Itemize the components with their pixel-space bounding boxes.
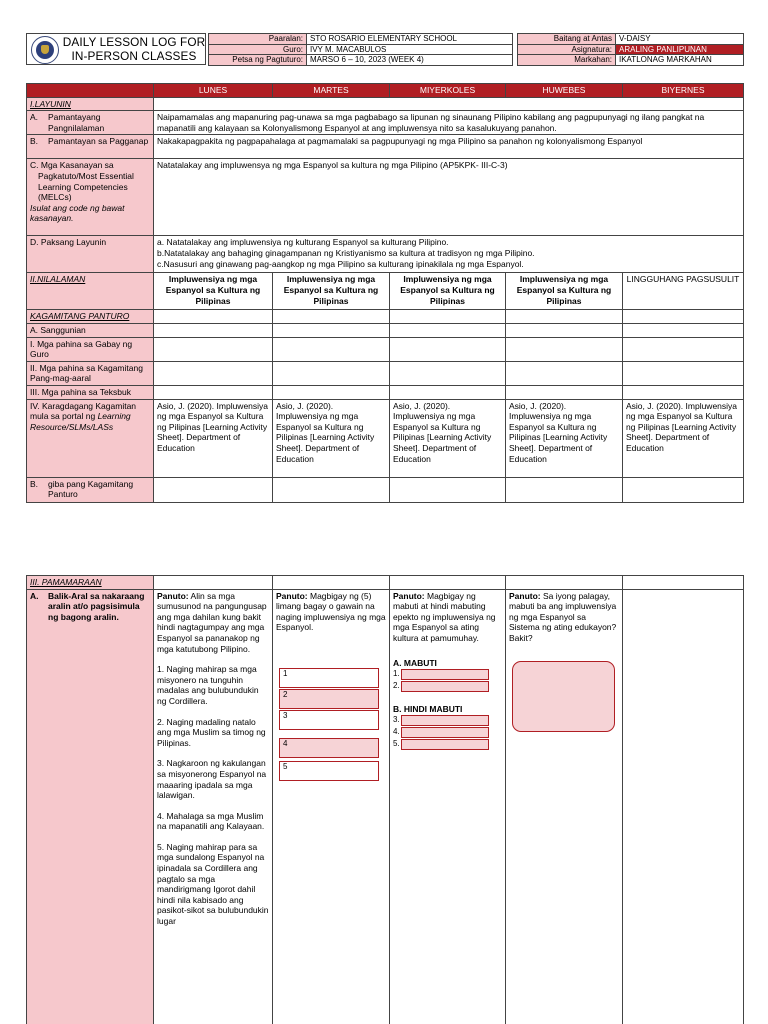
line-number: 1. (393, 668, 400, 678)
page-title (61, 36, 207, 63)
empty-cell (154, 361, 273, 385)
ref-huwebes: Asio, J. (2020). Impluwensiya ng mga Espanyol sa Kultura ng Pilipinas [Learning Activity Sheet]. Department of Education (506, 399, 623, 477)
ref-martes: Asio, J. (2020). Impluwensiya ng mga Espanyol sa Kultura ng Pilipinas [Learning Activity Sheet]. Department of Education (273, 399, 390, 477)
paksang-layunin-b: b.Natatalakay ang bahaging ginagampanan ng Kristiyanismo sa kultura at tradisyon ng mga Pilipino. (157, 247, 535, 258)
empty-cell (506, 337, 623, 361)
empty-cell (154, 337, 273, 361)
instruction-text: Magbigay ng (5) limang bagay o gawain na naging impluwensiya ng mga Espanyol. (276, 590, 386, 633)
hindi-line-4 (393, 727, 502, 739)
lunes-item-2: 2. Naging madaling natalo ang mga Muslim sa timog ng Pilipinas. (157, 716, 266, 748)
text-paksang-layunin (154, 236, 744, 273)
label-karagdagang-kagamitan (27, 399, 154, 477)
label-text: C. Mga Kasanayan sa Pagkatuto/Most Essential Learning Competencies (MELCs) (30, 160, 134, 203)
day-header-biyernes: BIYERNES (623, 84, 744, 98)
section-layunin: I.LAYUNIN (27, 97, 154, 111)
label-text: IV. Karagdagang Kagamitan mula sa portal ng (30, 400, 137, 422)
line-number: 2. (393, 680, 400, 690)
activity-biyernes (623, 589, 744, 1024)
ref-lunes: Asio, J. (2020). Impluwensiya ng mga Espanyol sa Kultura ng Pilipinas [Learning Activity Sheet]. Department of Education (154, 399, 273, 477)
paksang-layunin-c: c.Nasusuri ang ginawang pag-aangkop ng mga Pilipino sa kulturang ipinakilala ng mga Espanyol. (157, 258, 524, 269)
day-header-miyerkoles: MIYERKOLES (390, 84, 506, 98)
mabuti-line-1 (393, 668, 502, 680)
answer-box-3[interactable]: 3 (279, 710, 379, 730)
empty-cell (623, 477, 744, 502)
empty-cell (390, 310, 506, 324)
hindi-line-3 (393, 715, 502, 727)
nilalaman-miyerkoles: Impluwensiya ng mga Espanyol sa Kultura ng Pilipinas (390, 273, 506, 310)
activity-miyerkoles (390, 589, 506, 1024)
label-balik-aral (27, 589, 154, 1024)
empty-cell (390, 323, 506, 337)
deped-seal-icon (31, 36, 59, 64)
empty-cell (273, 576, 390, 590)
answer-field[interactable] (401, 727, 489, 738)
answer-box-5[interactable]: 5 (279, 761, 379, 781)
section-layunin-spacer (154, 97, 744, 111)
day-header-martes: MARTES (273, 84, 390, 98)
activity-huwebes (506, 589, 623, 1024)
empty-cell (506, 576, 623, 590)
mabuti-line-2 (393, 680, 502, 692)
paksang-layunin-a: a. Natatalakay ang impluwensiya ng kulturang Espanyol sa kulturang Pilipino. (157, 237, 449, 248)
nilalaman-huwebes: Impluwensiya ng mga Espanyol sa Kultura ng Pilipinas (506, 273, 623, 310)
empty-cell (390, 337, 506, 361)
header-title-box (26, 33, 206, 65)
empty-cell (623, 310, 744, 324)
day-header-huwebes: HUWEBES (506, 84, 623, 98)
lunes-item-1: 1. Naging mahirap sa mga misyonero na tunguhin madalas ang bulubundukin ng Cordillera. (157, 664, 259, 706)
ref-miyerkoles: Asio, J. (2020). Impluwensiya ng mga Espanyol sa Kultura ng Pilipinas [Learning Activity Sheet]. Department of Education (390, 399, 506, 477)
title-line-2: IN-PERSON CLASSES (71, 48, 197, 63)
markahan-value: IKATLONAG MARKAHAN (616, 55, 744, 66)
panuto-label: Panuto: (393, 590, 425, 601)
empty-cell (273, 310, 390, 324)
martes-instruction (276, 591, 386, 633)
nilalaman-lunes: Impluwensiya ng mga Espanyol sa Kultura ng Pilipinas (154, 273, 273, 310)
paaralan-value: STO ROSARIO ELEMENTARY SCHOOL (307, 34, 513, 45)
baitang-value: V-DAISY (616, 34, 744, 45)
label-iba-pang-kagamitan (27, 477, 154, 502)
label-text: Balik-Aral sa nakaraang aralin at/o pagsisimula ng bagong aralin. (48, 590, 145, 622)
baitang-label: Baitang at Antas (518, 34, 616, 45)
label-text: Pamantayan sa Pagganap (48, 136, 149, 147)
lunes-instruction (157, 591, 269, 655)
empty-cell (506, 385, 623, 399)
hindi-mabuti-heading: B. HINDI MABUTI (393, 704, 463, 715)
label-kagamitang-pang-mag-aaral: II. Mga pahina sa Kagamitang Pang-mag-aaral (27, 361, 154, 385)
empty-cell (506, 477, 623, 502)
lunes-item-5: 5. Naging mahirap para sa mga sundalong Espanyol na ipinadala sa Cordillera ang pagtalo sa mga mandirigmang Igorot dahil hindi nila kabisado ang pasikot-sikot sa bulubundukin lugar (157, 841, 269, 927)
empty-cell (273, 477, 390, 502)
answer-field[interactable] (401, 669, 489, 680)
guro-label: Guro: (209, 44, 307, 55)
lesson-log-table (26, 83, 744, 503)
empty-cell (273, 323, 390, 337)
label-text-italic: Learning Resource/SLMs/LASs (30, 411, 131, 432)
empty-cell (623, 385, 744, 399)
guro-value: IVY M. MACABULOS (307, 44, 513, 55)
line-number: 4. (393, 727, 400, 737)
empty-cell (273, 337, 390, 361)
instruction-text: Magbigay ng mabuti at hindi mabuting epekto ng impluwensiya ng mga Espanyol sa ating kultura at pamumuhay. (393, 590, 496, 643)
empty-cell (273, 361, 390, 385)
answer-field[interactable] (401, 715, 489, 726)
huwebes-instruction (509, 591, 619, 644)
header-info-middle (208, 33, 513, 66)
empty-cell (623, 361, 744, 385)
empty-cell (390, 361, 506, 385)
empty-cell (506, 310, 623, 324)
line-number: 3. (393, 715, 400, 725)
pamamaraan-table (26, 575, 744, 1024)
lunes-item-3: 3. Nagkaroon ng kakulangan sa misyonerong Espanyol na maaaring ipadala sa mga lalawigan. (157, 758, 267, 801)
empty-cell (506, 323, 623, 337)
section-kagamitang-panturo: KAGAMITANG PANTURO (27, 310, 154, 324)
section-pamamaraan: III. PAMAMARAAN (27, 576, 154, 590)
empty-cell (390, 576, 506, 590)
letter-a: A. (30, 112, 39, 123)
text-pamantayan-sa-pagganap: Nakakapagpakita ng pagpapahalaga at pagmamalaki sa pagpupunyagi ng mga Pilipino sa panahon ng kolonyalismong Espanyol (154, 135, 744, 159)
panuto-label: Panuto: (509, 590, 541, 601)
empty-cell (154, 477, 273, 502)
petsa-value: MARSO 6 – 10, 2023 (WEEK 4) (307, 55, 513, 66)
label-text: Pamantayang Pangnilalaman (48, 112, 105, 133)
markahan-label: Markahan: (518, 55, 616, 66)
label-sanggunian: A. Sanggunian (27, 323, 154, 337)
paaralan-label: Paaralan: (209, 34, 307, 45)
lunes-item-4: 4. Mahalaga sa mga Muslim na mapanatili ang Kalayaan. (157, 810, 265, 832)
instruction-text: Sa iyong palagay, mabuti ba ang impluwensiya ng mga Espanyol sa Sistema ng ating edukayon? Bakit? (509, 590, 617, 643)
empty-cell (623, 323, 744, 337)
empty-cell (390, 477, 506, 502)
header-info-right (517, 33, 744, 66)
label-note: Isulat ang code ng bawat kasanayan. (30, 202, 125, 224)
empty-cell (154, 385, 273, 399)
answer-field[interactable] (401, 681, 489, 692)
answer-box-2[interactable]: 2 (279, 689, 379, 709)
empty-cell (390, 385, 506, 399)
empty-cell (506, 361, 623, 385)
mabuti-heading: A. MABUTI (393, 657, 437, 668)
day-header-lunes: LUNES (154, 84, 273, 98)
label-paksang-layunin: D. Paksang Layunin (27, 236, 154, 273)
nilalaman-martes: Impluwensiya ng mga Espanyol sa Kultura ng Pilipinas (273, 273, 390, 310)
ref-biyernes: Asio, J. (2020). Impluwensiya ng mga Espanyol sa Kultura ng Pilipinas [Learning Activity Sheet]. Department of Education (623, 399, 744, 477)
nilalaman-biyernes: LINGGUHANG PAGSUSULIT (623, 273, 744, 310)
answer-field[interactable] (401, 739, 489, 750)
corner-header (27, 84, 154, 98)
instruction-text: Alin sa mga sumusunod na pangungusap ang mga dahilan kung bakit hindi nagtagumpay ang mga Espanyol sa pananakop ng mga katutubong Pilipino. (157, 590, 267, 654)
activity-lunes (154, 589, 273, 1024)
title-line-1: DAILY LESSON LOG FOR (62, 35, 206, 49)
panuto-label: Panuto: (157, 590, 189, 601)
text-mga-kasanayan: Natatalakay ang impluwensya ng mga Espanyol sa kultura ng mga Pilipino (AP5KPK- III-C-3) (154, 159, 744, 236)
empty-cell (154, 323, 273, 337)
letter-a: A. (30, 590, 39, 601)
asignatura-label: Asignatura: (518, 44, 616, 55)
asignatura-value: ARALING PANLIPUNAN (616, 44, 744, 55)
answer-box-4[interactable]: 4 (279, 738, 379, 758)
empty-cell (154, 310, 273, 324)
empty-cell (623, 576, 744, 590)
label-pamantayang-pangnilalaman (27, 111, 154, 135)
letter-b: B. (30, 136, 39, 147)
hindi-line-5 (393, 739, 502, 751)
empty-cell (273, 385, 390, 399)
letter-b: B. (30, 478, 39, 489)
empty-cell (154, 576, 273, 590)
essay-answer-box[interactable] (512, 661, 615, 732)
line-number: 5. (393, 739, 400, 749)
petsa-label: Petsa ng Pagtuturo: (209, 55, 307, 66)
activity-martes (273, 589, 390, 1024)
answer-box-1[interactable]: 1 (279, 668, 379, 688)
panuto-label: Panuto: (276, 590, 308, 601)
label-gabay-ng-guro: I. Mga pahina sa Gabay ng Guro (27, 337, 154, 361)
label-mga-kasanayan (27, 159, 154, 236)
section-nilalaman: II.NILALAMAN (27, 273, 154, 310)
text-pamantayang-pangnilalaman: Naipamamalas ang mapanuring pag-unawa sa mga pagbabago sa lipunan ng sinaunang Pilipino kabilang ang pagpupunyagi ng ilang pangkat na mapanatili ang kalayaan sa Kolonyalismong Espanyol at ang impluwensya nito sa kasalukuyang panahon. (154, 111, 744, 135)
label-pamantayan-sa-pagganap (27, 135, 154, 159)
empty-cell (623, 337, 744, 361)
label-text: giba pang Kagamitang Panturo (48, 478, 134, 500)
label-teksbuk: III. Mga pahina sa Teksbuk (27, 385, 154, 399)
miyerkoles-instruction (393, 591, 502, 644)
